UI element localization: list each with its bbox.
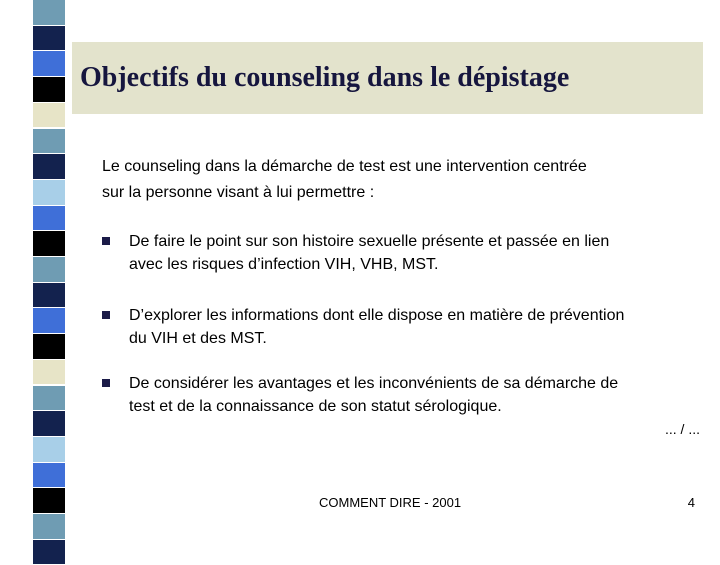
bullet-text-line: De considérer les avantages et les inconvénients de sa démarche de: [129, 375, 619, 392]
bullet-text-line: D’explorer les informations dont elle dispose en matière de prévention: [129, 307, 625, 324]
stripe-block: [33, 437, 65, 463]
stripe-block: [33, 51, 65, 77]
stripe-block: [33, 283, 65, 309]
stripe-block: [33, 334, 65, 360]
stripe-block: [33, 206, 65, 232]
bullet-text-line: avec les risques d’infection VIH, VHB, MST.: [129, 256, 439, 273]
bullet-text-line: De faire le point sur son histoire sexuelle présente et passée en lien: [129, 233, 610, 250]
intro-paragraph: [102, 154, 702, 206]
stripe-block: [33, 488, 65, 514]
continued-marker: ... / ...: [664, 421, 700, 437]
stripe-block: [33, 129, 65, 155]
bullet-text-line: du VIH et des MST.: [129, 330, 267, 347]
stripe-block: [33, 411, 65, 437]
stripe-block: [33, 103, 65, 129]
square-bullet-icon: [102, 379, 110, 387]
intro-line: Le counseling dans la démarche de test est une intervention centrée: [102, 158, 587, 175]
stripe-block: [33, 360, 65, 386]
decorative-color-stripe: [33, 0, 65, 540]
intro-line: sur la personne visant à lui permettre :: [102, 184, 375, 201]
stripe-block: [33, 154, 65, 180]
stripe-block: [33, 257, 65, 283]
stripe-block: [33, 180, 65, 206]
page-number: 4: [687, 495, 695, 510]
stripe-block: [33, 308, 65, 334]
page-title: Objectifs du counseling dans le dépistage: [80, 62, 570, 93]
stripe-block: [33, 26, 65, 52]
square-bullet-icon: [102, 311, 110, 319]
bullet-text-line: test et de la connaissance de son statut sérologique.: [129, 398, 502, 415]
stripe-block: [33, 0, 65, 26]
stripe-block: [33, 540, 65, 565]
square-bullet-icon: [102, 237, 110, 245]
footer-text: COMMENT DIRE - 2001: [319, 495, 462, 510]
stripe-block: [33, 514, 65, 540]
stripe-block: [33, 231, 65, 257]
title-band: [72, 42, 703, 114]
stripe-block: [33, 386, 65, 412]
stripe-block: [33, 77, 65, 103]
stripe-block: [33, 463, 65, 489]
